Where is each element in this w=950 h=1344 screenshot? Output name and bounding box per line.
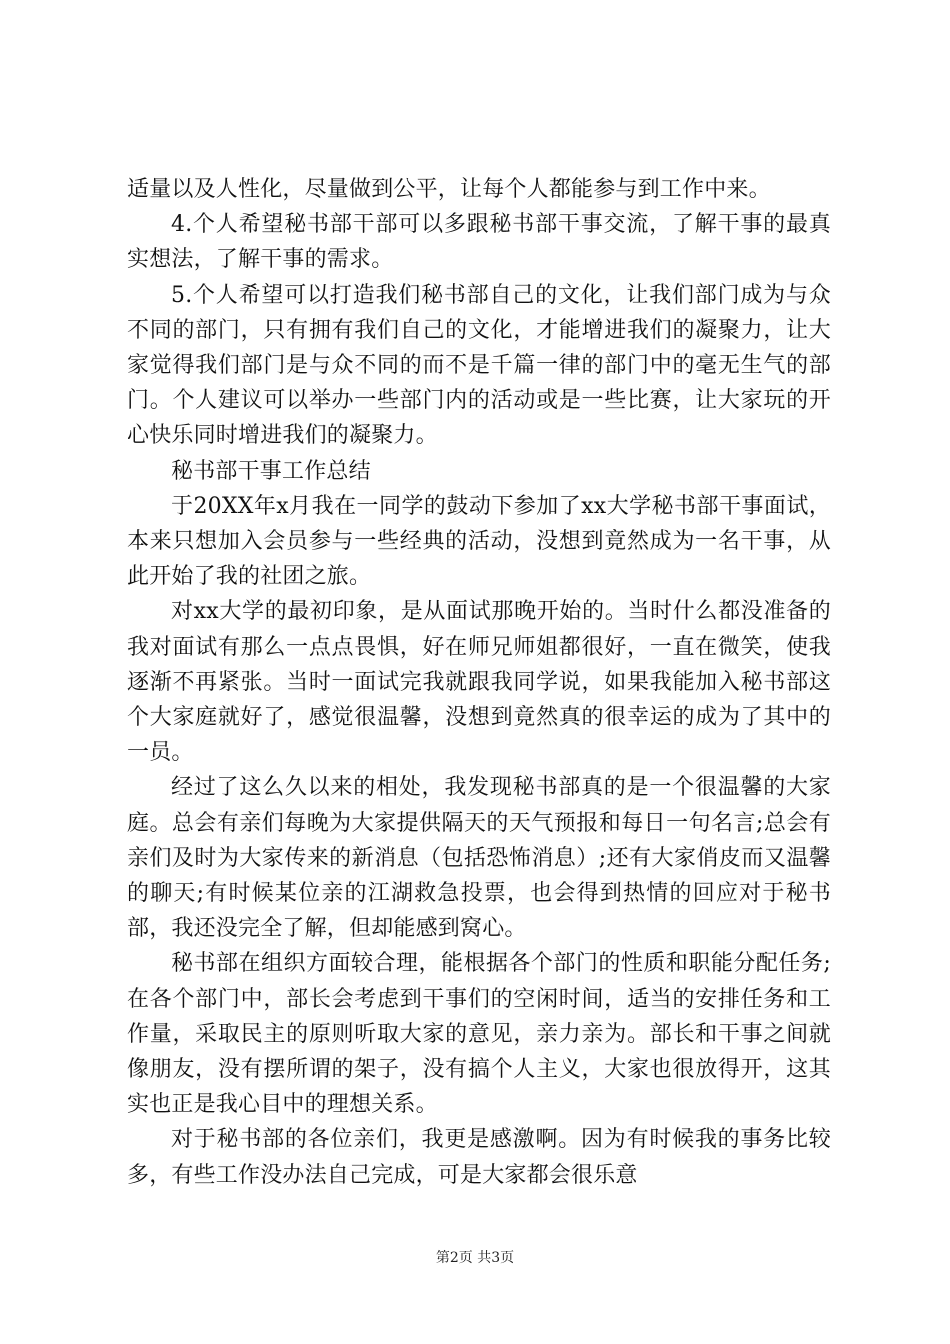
page-footer: 第2页 共3页 <box>435 1250 515 1266</box>
paragraph-first-impression: 对xx大学的最初印象，是从面试那晚开始的。当时什么都没准备的我对面试有那么一点点畏惧，好在师兄师姐都很好，一直在微笑，使我逐渐不再紧张。当时一面试完我就跟我同学说，如果我能加入秘书部这个大家庭就好了，感觉很温馨，没想到竟然真的很幸运的成为了其中的一员。 <box>127 599 831 766</box>
paragraph-gratitude: 对于秘书部的各位亲们，我更是感激啊。因为有时候我的事务比较多，有些工作没办法自己完成，可是大家都会很乐意 <box>127 1127 831 1188</box>
paragraph-item-5: 5.个人希望可以打造我们秘书部自己的文化，让我们部门成为与众不同的部门，只有拥有我们自己的文化，才能增进我们的凝聚力，让大家觉得我们部门是与众不同的而不是千篇一律的部门中的毫无生气的部门。个人建议可以举办一些部门内的活动或是一些比赛，让大家玩的开心快乐同时增进我们的凝聚力。 <box>127 282 831 449</box>
paragraph-organization: 秘书部在组织方面较合理，能根据各个部门的性质和职能分配任务;在各个部门中，部长会考虑到干事们的空闲时间，适当的安排任务和工作量，采取民主的原则听取大家的意见，亲力亲为。部长和干事之间就像朋友，没有摆所谓的架子，没有搞个人主义，大家也很放得开，这其实也正是我心目中的理想关系。 <box>127 951 831 1118</box>
paragraph-intro: 于20XX年x月我在一同学的鼓动下参加了xx大学秘书部干事面试，本来只想加入会员参与一些经典的活动，没想到竟然成为一名干事，从此开始了我的社团之旅。 <box>127 493 831 590</box>
paragraph-family: 经过了这么久以来的相处，我发现秘书部真的是一个很温馨的大家庭。总会有亲们每晚为大家提供隔天的天气预报和每日一句名言;总会有亲们及时为大家传来的新消息（包括恐怖消息）;还有大家俏皮而又温馨的聊天;有时候某位亲的江湖救急投票，也会得到热情的回应对于秘书部，我还没完全了解，但却能感到窝心。 <box>127 775 831 942</box>
paragraph-continued: 适量以及人性化，尽量做到公平，让每个人都能参与到工作中来。 <box>127 177 771 202</box>
section-heading: 秘书部干事工作总结 <box>171 458 371 484</box>
paragraph-item-4: 4.个人希望秘书部干部可以多跟秘书部干事交流，了解干事的最真实想法，了解干事的需求。 <box>127 212 831 273</box>
document-body <box>127 172 831 1193</box>
